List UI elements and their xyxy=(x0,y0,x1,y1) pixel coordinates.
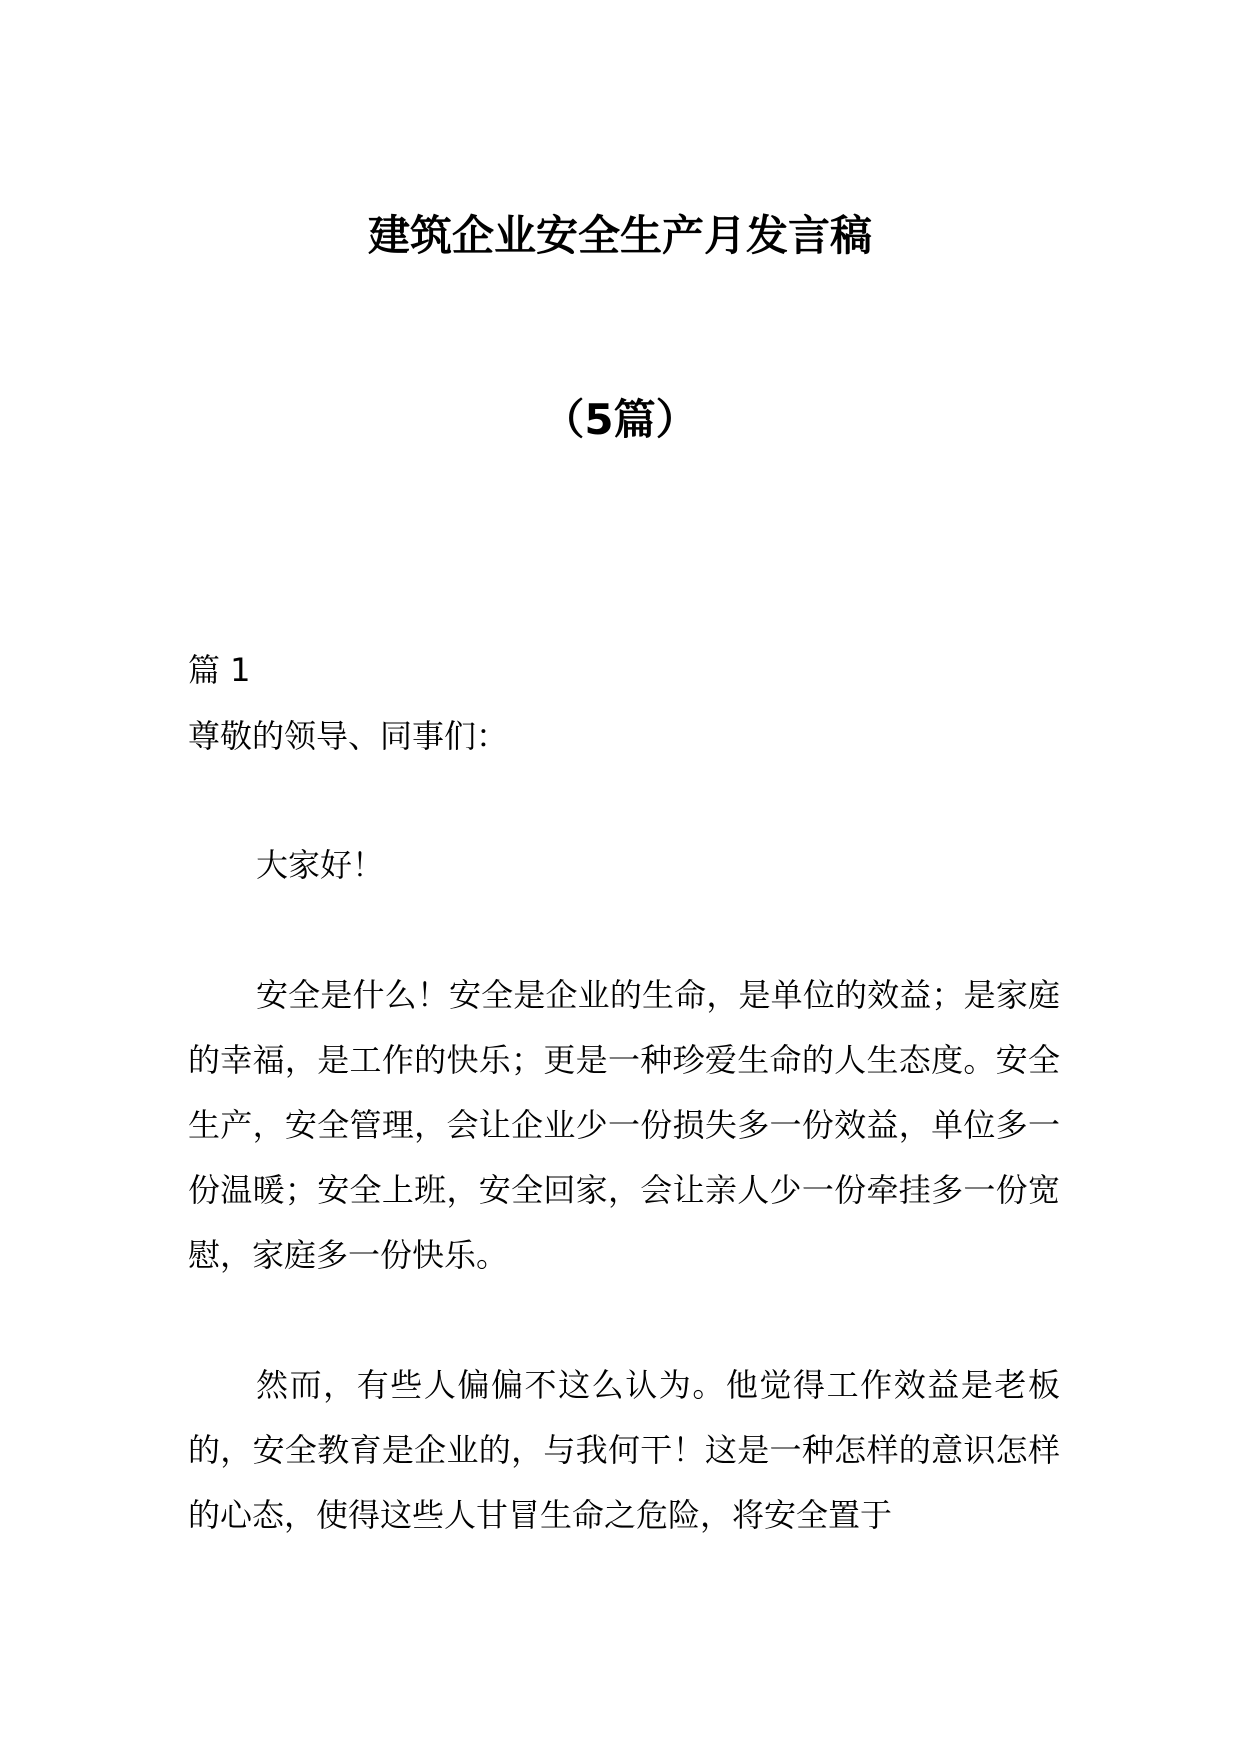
greeting: 大家好！ xyxy=(256,846,385,884)
salutation: 尊敬的领导、同事们： xyxy=(188,717,509,755)
body-paragraph: 然而，有些人偏偏不这么认为。他觉得工作效益是老板的，安全教育是企业的，与我何干！这是一种怎样的意识怎样的心态，使得这些人甘冒生命之危险，将安全置于 xyxy=(188,1366,1060,1534)
part-label: 篇 1 xyxy=(188,651,251,689)
body-paragraph: 安全是什么！安全是企业的生命，是单位的效益；是家庭的幸福，是工作的快乐；更是一种珍爱生命的人生态度。安全生产，安全管理，会让企业少一份损失多一份效益，单位多一份温暖；安全上班，安全回家，会让亲人少一份牵挂多一份宽慰，家庭多一份快乐。 xyxy=(188,976,1060,1274)
document-title: 建筑企业安全生产月发言稿 xyxy=(367,211,872,260)
document-subtitle: （5篇） xyxy=(542,395,698,444)
